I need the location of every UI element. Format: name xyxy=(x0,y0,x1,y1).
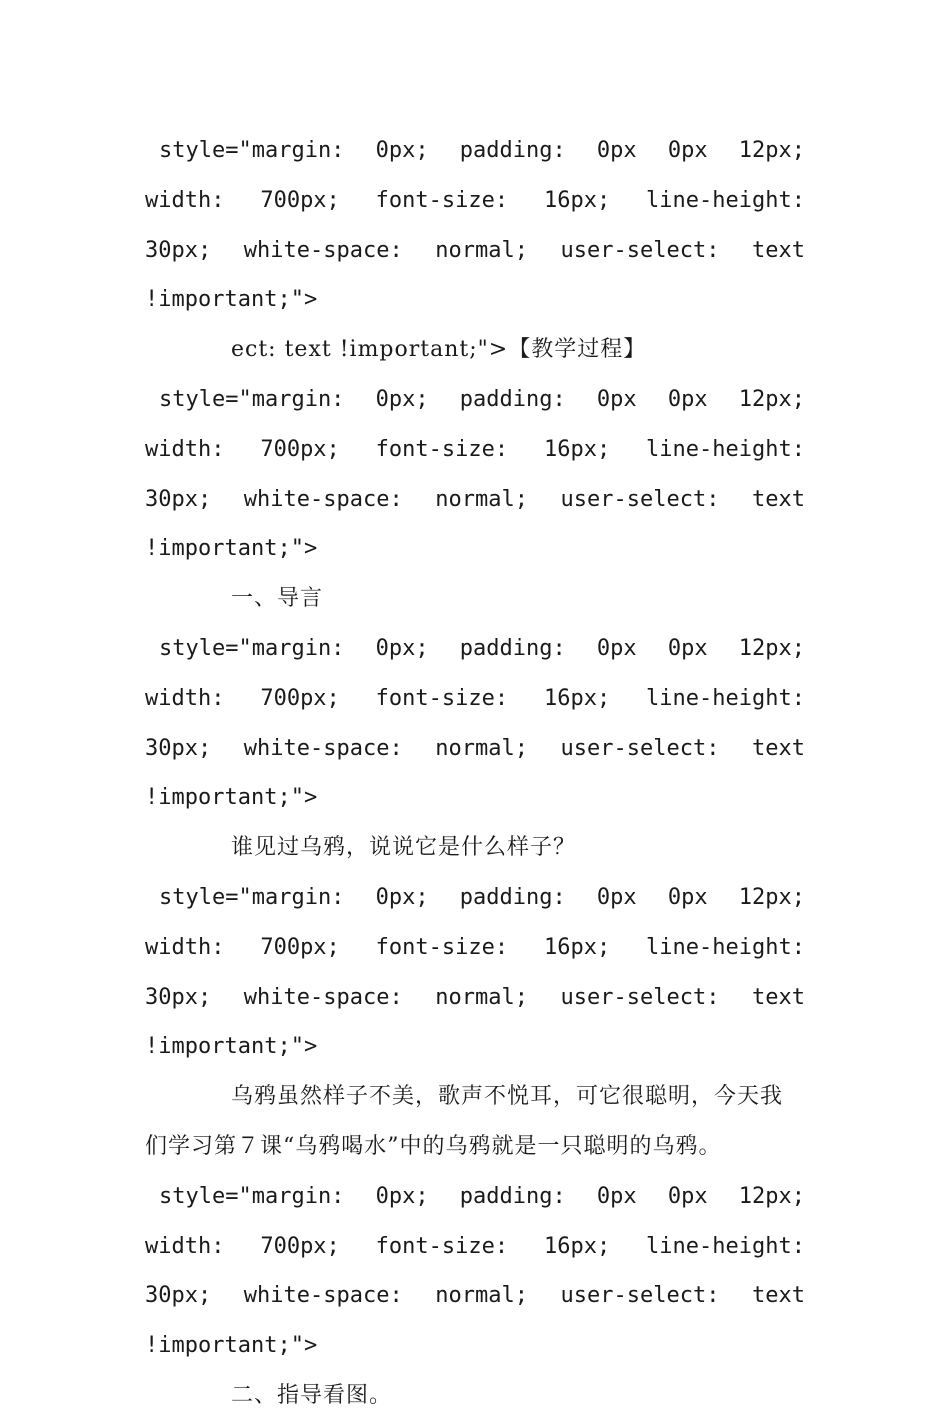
style-code-paragraph: style="margin: 0px; padding: 0px 0px 12px; width: 700px; font-size: 16px; line-height: 30px; white-space: normal; user-select: text !important;"> xyxy=(145,1183,805,1359)
style-code-paragraph: style="margin: 0px; padding: 0px 0px 12px; width: 700px; font-size: 16px; line-height: 30px; white-space: normal; user-select: text !important;"> xyxy=(145,884,805,1060)
question-paragraph: 谁见过乌鸦，说说它是什么样子？ xyxy=(231,835,577,861)
style-code-paragraph: style="margin: 0px; padding: 0px 0px 12px; width: 700px; font-size: 16px; line-height: 30px; white-space: normal; user-select: text !important;"> xyxy=(145,635,805,811)
style-code-paragraph: style="margin: 0px; padding: 0px 0px 12px; width: 700px; font-size: 16px; line-height: 30px; white-space: normal; user-select: text !important;"> xyxy=(145,386,805,562)
document-page xyxy=(145,126,805,1421)
crow-intro-paragraph: 乌鸦虽然样子不美，歌声不悦耳，可它很聪明，今天我们学习第７课“乌鸦喝水”中的乌鸦就是一只聪明的乌鸦。 xyxy=(145,1084,784,1159)
style-code-paragraph: style="margin: 0px; padding: 0px 0px 12px; width: 700px; font-size: 16px; line-height: 30px; white-space: normal; user-select: text !important;"> xyxy=(145,138,805,313)
heading-guide-picture: 二、指导看图。 xyxy=(231,1382,393,1408)
section-heading-teaching-process: ect: text !important;">【教学过程】 xyxy=(231,337,647,363)
heading-introduction: 一、导言 xyxy=(231,586,324,612)
